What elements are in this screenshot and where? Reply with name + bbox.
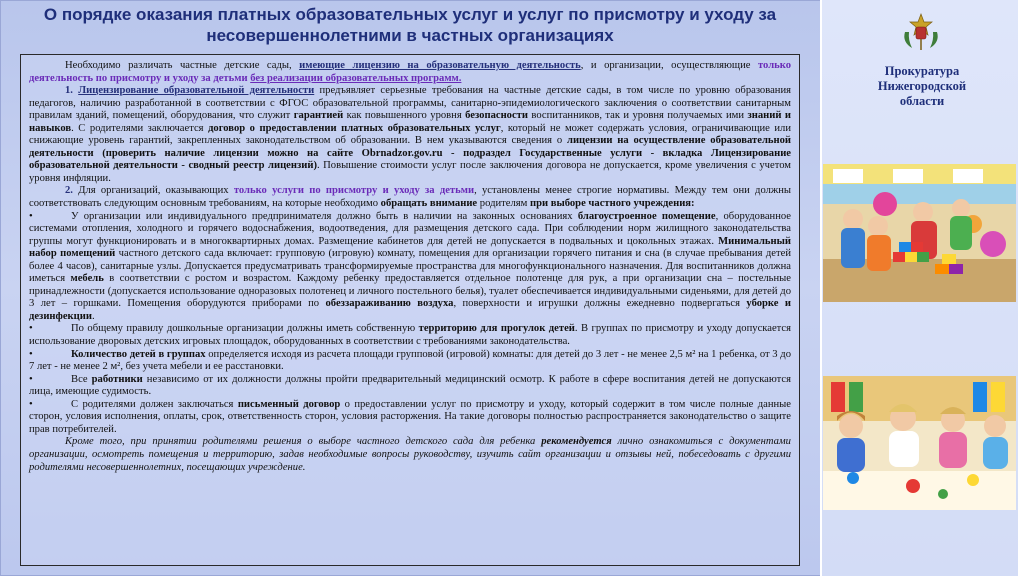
organization-name — [852, 64, 992, 109]
org-line-1: Прокуратура — [884, 64, 960, 78]
section-2-text: родителям — [477, 198, 530, 210]
requirement-text: независимо от их должности должны пройти предварительный медицинский осмотр. К работе в сфере воспитания детей не допускаются лица, имеющие судимость. — [29, 373, 791, 398]
requirements-list — [29, 211, 791, 437]
requirement-text: По общему правилу дошкольные организации должны иметь собственную — [71, 323, 419, 335]
section-1-text: воспитанников, так и уровня получаемых ими — [528, 110, 748, 122]
children-painting-photo — [823, 376, 1016, 510]
no-programs-highlight: без реализации образовательных программ. — [250, 72, 462, 84]
section-1-bold: гарантией — [293, 110, 344, 122]
closing-paragraph — [29, 436, 791, 474]
section-2-paragraph — [29, 185, 791, 210]
section-1-text: , который не может содержать условия, ограничивающие или снижающие уровень гарантий, закрепленных законодательством об образовании. В нем указываются сведения о — [29, 122, 791, 147]
requirement-bold: работники — [91, 373, 143, 385]
section-2-number: 2. — [65, 185, 79, 197]
closing-text: Кроме того, при принятии родителями решения о выборе частного детского сада для ребенка — [65, 436, 542, 448]
requirement-item — [29, 374, 791, 399]
requirement-item — [29, 323, 791, 348]
title-line-2: несовершеннолетними в частных организациях — [206, 26, 614, 45]
page-title — [10, 4, 810, 48]
requirement-text: У организации или индивидуального предпринимателя должно быть в наличии на законных основаниях — [71, 210, 578, 222]
requirement-text: С родителями должен заключаться — [71, 398, 238, 410]
section-1-text: . С родителями заключается — [71, 122, 209, 134]
requirement-bold: письменный договор — [237, 398, 341, 410]
bullet-icon: • — [29, 210, 33, 222]
prosecutor-emblem-icon — [900, 12, 942, 52]
section-1-paragraph — [29, 85, 791, 185]
intro-paragraph — [29, 60, 791, 85]
requirement-text: , поверхности и игрушки должны ежедневно подвергаться — [453, 298, 747, 310]
intro-text: Необходимо различать частные детские сады, — [65, 60, 300, 71]
bullet-icon: • — [29, 373, 33, 385]
requirement-text: определяется исходя из расчета площади групповой (игровой) комнаты: для детей до 3 лет - не менее 2,5 м² на 1 ребенка, от 3 до 7 лет - не менее 2 м², без учета мебели и ее расстановки. — [29, 348, 791, 373]
org-line-2: Нижегородской — [877, 79, 967, 93]
document-body — [20, 54, 800, 566]
requirement-item — [29, 349, 791, 374]
closing-bold: рекомендуется — [541, 436, 612, 448]
requirement-text: . — [91, 310, 95, 322]
bullet-icon: • — [29, 323, 33, 335]
requirement-bold: уборке и дезинфекции — [29, 298, 791, 322]
licensed-kindergartens-highlight: имеющие лицензию на образовательную деятельность — [299, 60, 581, 71]
requirement-bold: мебель — [70, 273, 104, 285]
care-only-highlight: только услуги по присмотру и уходу за детьми — [233, 185, 475, 197]
section-2-bold: обращать внимание — [380, 198, 478, 210]
requirement-bold: обеззараживанию воздуха — [325, 298, 454, 310]
requirement-bold: Минимальный набор помещений — [29, 235, 791, 260]
requirement-item — [29, 399, 791, 437]
intro-text: , и организации, осуществляющие — [580, 60, 758, 71]
section-1-text: предъявляет серьезные требования на частные детские сады, в том числе по уровню образования педагогов, наличию разработанной в соответствии с ФГОС образовательной программы, санитарно-эпидемиологического заключения о соответствии санитарным правилам зданий, помещений, оборудования, что служит — [29, 85, 792, 122]
requirement-item — [29, 211, 791, 324]
section-1-text: . Повышение стоимости услуг после заключения договора не допускается, кроме увеличения с учетом уровня инфляции. — [29, 160, 791, 184]
section-2-text: , установлены менее строгие нормативы. Между тем они должны соответствовать следующим основным требованиям, на которые необходимо — [29, 185, 791, 210]
requirement-text: Все — [71, 373, 92, 385]
requirement-text: , оборудованное системами отопления, холодного и горячего водоснабжения, водоотведения, для размещения детского сада. При соблюдении норм жилищного законодательства группы могут функционировать и в многоквартирных домах. Размещение кабинетов для детей не допускается в подвальных и цокольных этажах. — [29, 210, 791, 247]
section-1-bold: знаний и навыков — [29, 110, 791, 134]
children-playing-blocks-photo — [823, 164, 1016, 302]
bullet-icon: • — [29, 348, 33, 360]
section-2-text: Для организаций, оказывающих — [78, 185, 234, 197]
section-1-number: 1. — [65, 85, 79, 97]
title-line-1: О порядке оказания платных образовательных услуг и услуг по присмотру и уходу за — [43, 5, 777, 24]
requirement-bold: Количество детей в группах — [71, 348, 206, 360]
requirement-bold: территорию для прогулок детей — [418, 323, 575, 335]
requirement-text: о предоставлении услуг по присмотру и уходу, который содержит в том числе полные данные сторон, условия исполнения, оплаты, срок, ответственность сторон, условия расторжения. На такие договоры полностью распространяется законодательство о защите прав потребителей. — [29, 398, 791, 435]
section-1-bold: безопасности — [465, 110, 528, 122]
requirement-text: частного детского сада включает: групповую (игровую) комнату, помещения для организации горячего питания и сна (в случае пребывания детей более 4 часов), санитарные узлы. Допускается предусматривать трансформируемые пространства для многофункционального назначения. Для воспитанников должна иметься — [29, 248, 791, 285]
section-1-heading: Лицензирование образовательной деятельности — [78, 85, 315, 97]
license-registry-note: лицензии на осуществление образовательной деятельности (проверить наличие лицензии можно на сайте Obrnadzor.gov.ru - подраздел Государственные услуги - вкладка Лицензирование образовательной деятельности - сводный реестр лицензий) — [29, 135, 792, 172]
org-line-3: области — [899, 94, 945, 108]
section-1-text: как повышенного уровня — [343, 110, 466, 122]
section-1-bold: договор о предоставлении платных образовательных услуг — [208, 122, 501, 134]
requirement-bold: благоустроенное помещение — [577, 210, 716, 222]
section-2-bold: при выборе частного учреждения: — [529, 198, 695, 210]
requirement-text: . В группах по присмотру и уходу допускается использование дворовых детских игровых площадок, оборудованных в соответствии с требованиями законодательства. — [29, 323, 791, 348]
bullet-icon: • — [29, 398, 33, 410]
closing-text: лично ознакомиться с документами организации, осмотреть помещения и территорию, задав необходимые вопросы руководству, изучить сайт организации и отзывы ней, побеседовать с другими родителями несовершеннолетних, посещающих учреждение. — [29, 436, 791, 473]
requirement-text: в соответствии с ростом и возрастом. Каждому ребенку предоставляется отдельное полотенце для рук, а при организации сна – постельные принадлежности (допускается использование одноразовых полотенец и личного постельного белья), туалет обеспечивается индивидуальными сиденьями, для детей до 3 лет – горшками. Помещения оборудуются приборами по — [29, 273, 792, 310]
care-only-highlight: только деятельность по присмотру и уходу за детьми — [29, 60, 791, 84]
